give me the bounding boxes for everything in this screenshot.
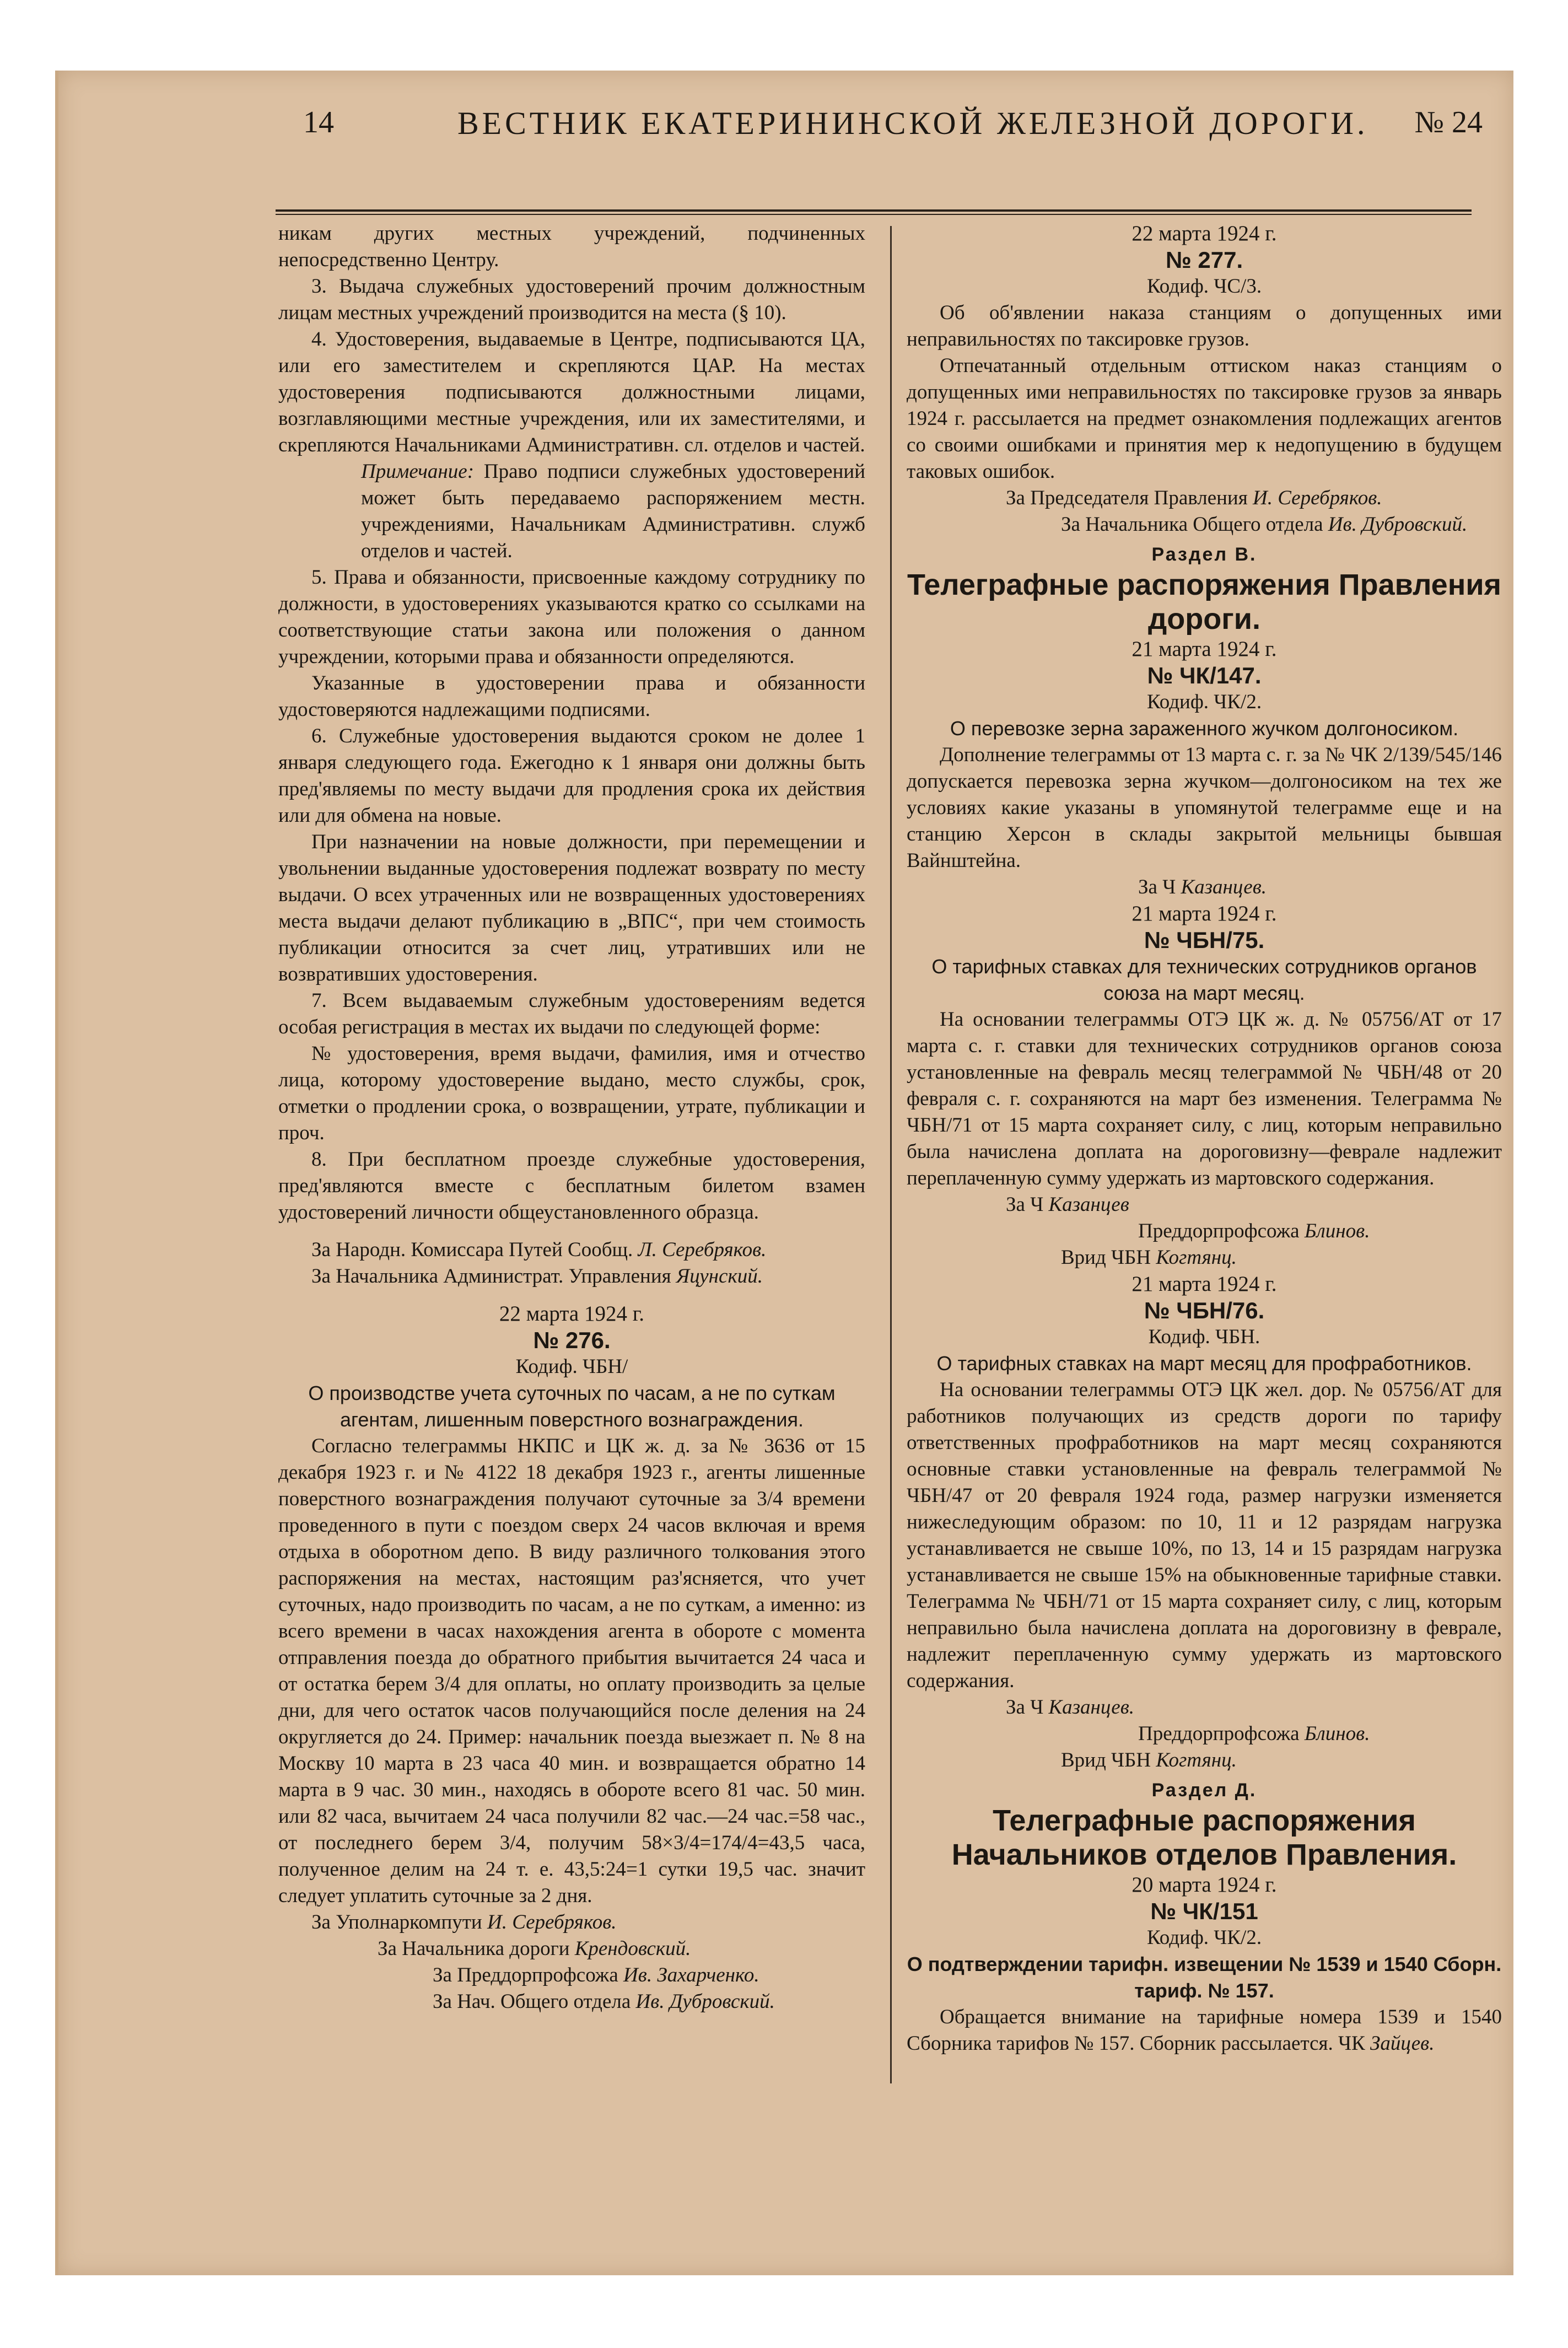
order-body: Согласно телеграммы НКПС и ЦК ж. д. за № 3636 от 15 декабря 1923 г. и № 4122 18 декабря 1923 г., агенты лишенные поверстного вознаграждения получают суточные за 3/4 времени проведенного в пути с поездом сверх 24 часов включая и время отдыха в оборотном депо. В виду различного толкования этого распоряжения на местах, настоящим раз'ясняется, что учет суточных, надо производить по часам, а не по суткам, а именно: из всего времени в часах нахождения агента в обороте с момента отправления поезда до обратного прибытия вычитается 24 часа и от остатка берем 3/4 для оплаты, но оплату производить за целые дни, для чего остаток часов получающийся после деления на 24 округляется до 24. Пример: начальник поезда выезжает п. № 8 на Москву 10 марта в 23 часа 40 мин. и возвращается обратно 14 марта в 9 час. 30 мин., находясь в обороте всего 81 час. 50 мин. или 82 часа, вычитаем 24 часа получили 82 час.—24 час.=58 час., от последнего берем 3/4, получим 58×3/4=174/4=43,5 часа, полученное делим на 24 т. е. 43,5:24=1 сутки 19,5 час. значит следует уплатить суточные за 2 дня. <box>278 1435 865 1907</box>
signature-role: За Народн. Комиссара Путей Сообщ. <box>311 1238 638 1261</box>
signature-name: Ив. Дубровский. <box>635 1990 775 2013</box>
paragraph: 4. Удостоверения, выдаваемые в Центре, подписываются ЦА, или его заместителем и скрепляются ЦАР. На местах удостоверения подписываются должностными лицами, возглавляющими местные учреждения, или их заместителями, и скрепляются Начальниками Административн. сл. отделов и частей. <box>278 328 865 456</box>
order-code: Кодиф. ЧК/2. <box>1146 1926 1262 1949</box>
header-rule-thin <box>276 214 1472 215</box>
order-date: 22 марта 1924 г. <box>1131 222 1277 245</box>
signature-name: Л. Серебряков. <box>638 1238 767 1261</box>
signature-role: За Нач. Общего отдела <box>433 1990 636 2013</box>
signature <box>378 1936 865 1962</box>
page-number: 14 <box>303 105 334 139</box>
section-heading: Телеграфные распоряжения Правления дороги. <box>907 568 1502 636</box>
note <box>361 459 865 564</box>
section-heading: Телеграфные распоряжения Начальников отделов Правления. <box>951 1804 1457 1871</box>
signature-role: За Председателя Правления <box>1006 487 1253 509</box>
signature-name: Ив. Захарченко. <box>623 1964 759 1986</box>
signature <box>1061 511 1502 538</box>
header-rule <box>276 209 1472 212</box>
paragraph: никам других местных учреждений, подчиненных непосредственно Центру. <box>278 222 865 271</box>
signature <box>311 1263 865 1290</box>
order-code: Кодиф. ЧБН/ <box>515 1355 628 1378</box>
column-divider <box>890 226 892 2083</box>
signature <box>433 1989 865 2015</box>
signature <box>1061 1747 1502 1774</box>
signature <box>1138 1218 1502 1245</box>
signature-role: За Начальника дороги <box>378 1937 575 1960</box>
order-date: 21 марта 1924 г. <box>1131 902 1277 925</box>
signature-name: Блинов. <box>1304 1220 1370 1242</box>
signature-role: За Преддорпрофсожа <box>433 1964 624 1986</box>
signature-name: Казанцев <box>1048 1193 1129 1216</box>
paragraph: 7. Всем выдаваемым служебным удостоверениям ведется особая регистрация в местах их выдачи по следующей форме: <box>278 989 865 1038</box>
section-label: Раздел В. <box>1151 544 1257 565</box>
note-label: Примечание: <box>361 460 475 483</box>
order-date: 21 марта 1924 г. <box>1131 637 1277 661</box>
order-number: № ЧБН/75. <box>1144 927 1265 953</box>
signature-role: За Ч <box>1006 1193 1049 1216</box>
signature <box>1138 1721 1502 1747</box>
order-subject: О производстве учета суточных по часам, а не по суткам агентам, лишенным поверстного вознаграждения. <box>308 1382 836 1431</box>
signature-name: И. Серебряков. <box>487 1911 617 1934</box>
signature <box>433 1962 865 1989</box>
signature <box>1006 485 1502 511</box>
signature-role: Врид ЧБН <box>1061 1246 1156 1269</box>
signature-name: И. Серебряков. <box>1253 487 1382 509</box>
order-body <box>907 2004 1502 2057</box>
order-code: Кодиф. ЧС/3. <box>1146 275 1262 298</box>
paragraph: № удостоверения, время выдачи, фамилия, имя и отчество лица, которому удостоверение выдано, место службы, срок, отметки о продлении срока, о возвращении, утрате, публикации и проч. <box>278 1042 865 1144</box>
paragraph: 3. Выдача служебных удостоверений прочим должностным лицам местных учреждений производится на места (§ 10). <box>278 275 865 324</box>
signature <box>311 1909 865 1936</box>
paragraph: Указанные в удостоверении права и обязанности удостоверяются надлежащими подписями. <box>278 672 865 721</box>
order-body: Отпечатанный отдельным оттиском наказ станциям о допущенных ими неправильностях по таксировке грузов за январь 1924 г. рассылается на предмет ознакомления подлежащих агентов со своими ошибками и принятия мер к недопущению в будущем таковых ошибок. <box>907 354 1502 483</box>
order-number: № 277. <box>1165 247 1243 273</box>
signature-name: Ив. Дубровский. <box>1328 513 1468 536</box>
order-body: На основании телеграммы ОТЭ ЦК жел. дор. № 05756/АТ для работников получающих из средств дороги по тарифу ответственных профработников на март месяц сохраняются основные ставки установленные на февраль телеграммой № ЧБН/47 от 20 февраля 1924 года, размер нагрузки изменяется нижеследующим образом: по 10, 11 и 12 разрядам нагрузка устанавливается не свыше 10%, по 13, 14 и 15 разрядам нагрузка устанавливается не свыше 15% на обыкновенные тарифные ставки. Телеграмма № ЧБН/71 от 15 марта сохраняет силу, с лиц, которым неправильно была начислена доплата на дороговизну в феврале, надлежит переплаченную сумму удержать из мартовского содержания. <box>907 1378 1502 1692</box>
signature-role: Преддорпрофсожа <box>1138 1722 1305 1745</box>
signature-name: Казанцев. <box>1048 1696 1135 1719</box>
signature-role: За Ч <box>1138 876 1181 898</box>
order-number: № ЧК/147. <box>1147 663 1262 688</box>
order-body: На основании телеграммы ОТЭ ЦК ж. д. № 05756/АТ от 17 марта с. г. ставки для технических сотрудников органов союза установленные на февраль месяц телеграммой № ЧБН/48 от 20 февраля с. г. сохраняются на март без изменения. Телеграмма № ЧБН/71 от 15 марта сохраняет силу, с лиц, которым неправильно была начислена доплата на дороговизну—феврале надлежит переплаченную сумму удержать из мартовского содержания. <box>907 1008 1502 1189</box>
signature-role: Преддорпрофсожа <box>1138 1220 1305 1242</box>
paragraph: 8. При бесплатном проезде служебные удостоверения, пред'являются вместе с бесплатным билетом взамен удостоверений личности общеустановленного образца. <box>278 1148 865 1224</box>
order-date: 20 марта 1924 г. <box>1131 1873 1277 1897</box>
signature-name: Когтянц. <box>1156 1246 1237 1269</box>
signature-name: Когтянц. <box>1156 1749 1237 1771</box>
order-subject: О тарифных ставках на март месяц для профработников. <box>936 1352 1472 1375</box>
signature-name: Блинов. <box>1304 1722 1370 1745</box>
signature <box>1006 1694 1502 1721</box>
order-subject: О перевозке зерна зараженного жучком долгоносиком. <box>950 717 1459 740</box>
signature <box>1061 1245 1502 1271</box>
signature-role: Врид ЧБН <box>1061 1749 1156 1771</box>
signature-name: Крендовский. <box>574 1937 691 1960</box>
left-column <box>278 220 865 2015</box>
order-subject: Об об'явлении наказа станциям о допущенных ими неправильностях по таксировке грузов. <box>907 301 1502 351</box>
signature-role: За Начальника Администрат. Управления <box>311 1265 676 1288</box>
order-body-text: Обращается внимание на тарифные номера 1539 и 1540 Сборника тарифов № 157. Сборник рассылается. ЧК <box>907 2006 1502 2055</box>
order-code: Кодиф. ЧК/2. <box>1146 691 1262 713</box>
page-header <box>237 94 1483 154</box>
signature-name: Зайцев. <box>1370 2032 1435 2055</box>
order-subject: О подтверждении тарифн. извещении № 1539 и 1540 Сборн. тариф. № 157. <box>907 1953 1502 2002</box>
note-text: Право подписи служебных удостоверений может быть передаваемо распоряжением местн. учреждениями, Начальникам Административн. служб отделов и частей. <box>361 460 865 562</box>
signature-name: Казанцев. <box>1181 876 1267 898</box>
order-date: 22 марта 1924 г. <box>499 1302 645 1326</box>
signature <box>1138 874 1502 901</box>
signature-name: Яцунский. <box>676 1265 763 1288</box>
order-date: 21 марта 1924 г. <box>1131 1272 1277 1296</box>
signature <box>1006 1192 1502 1218</box>
paragraph: 6. Служебные удостоверения выдаются сроком не долее 1 января следующего года. Ежегодно к 1 января они должны быть пред'являемы по месту выдачи для продления срока их действия или для обмена на новые. <box>278 725 865 827</box>
signature-role: За Ч <box>1006 1696 1049 1719</box>
signature-role: За Начальника Общего отдела <box>1061 513 1328 536</box>
issue-number: № 24 <box>1414 105 1483 139</box>
order-number: № 276. <box>533 1327 611 1353</box>
signature-role: За Уполнаркомпути <box>311 1911 487 1934</box>
newspaper-title: ВЕСТНИК ЕКАТЕРИНИНСКОЙ ЖЕЛЕЗНОЙ ДОРОГИ. <box>457 105 1368 141</box>
order-number: № ЧБН/76. <box>1144 1297 1265 1323</box>
section-label: Раздел Д. <box>1151 1780 1257 1801</box>
paragraph: 5. Права и обязанности, присвоенные каждому сотруднику по должности, в удостоверениях указываются кратко со ссылками на соответствующие статьи закона или положения о данном учреждении, которыми права и обязанности определяются. <box>278 566 865 668</box>
paragraph: При назначении на новые должности, при перемещении и увольнении выданные удостоверения подлежат возврату по месту выдачи. О всех утраченных или не возвращенных удостоверениях места выдачи делают публикацию в „ВПС“, при чем стоимость публикации относится за счет лиц, утративших или не возвративших удостоверения. <box>278 831 865 985</box>
order-subject: О тарифных ставках для технических сотрудников органов союза на март месяц. <box>931 955 1477 1004</box>
order-code: Кодиф. ЧБН. <box>1148 1326 1260 1348</box>
right-column <box>907 220 1502 2057</box>
order-body: Дополнение телеграммы от 13 марта с. г. за № ЧК 2/139/545/146 допускается перевозка зерна жучком—долгоносиком на тех же условиях какие указаны в упомянутой телеграмме еще и на станцию Херсон в склады закрытой мельницы бывшая Вайнштейна. <box>907 744 1502 872</box>
signature <box>311 1237 865 1263</box>
order-number: № ЧК/151 <box>1150 1898 1258 1924</box>
